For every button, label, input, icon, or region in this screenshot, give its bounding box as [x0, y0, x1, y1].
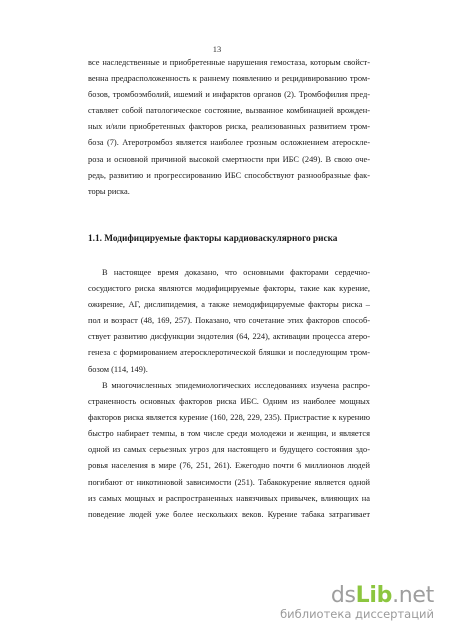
page-number: 13 [212, 44, 222, 54]
text-line: факторов риска является курение (160, 228, 229, 235). Пристрастие к курению [88, 413, 370, 423]
text-line: бозом (114, 149). [88, 364, 148, 374]
logo-dot-text: . [392, 583, 399, 608]
logo-lib-text: Lib [355, 583, 393, 608]
paragraph-smoking [88, 378, 370, 523]
text-line: ровья населения в мире (76, 251, 261). Ежегодно почти 6 миллионов людей [88, 461, 370, 471]
text-line: редь, развитию и прогрессированию ИБС способствуют разнообразные фак- [88, 170, 370, 180]
text-line: торы риска. [88, 186, 130, 196]
dslib-logo [278, 584, 434, 608]
paragraph-prevalence-factors [88, 265, 370, 378]
text-line: генеза с формированием атеросклеротической бляшки и последующим тром- [88, 348, 370, 358]
dslib-watermark [278, 584, 434, 621]
text-line: ствует развитию дисфункции эндотелия (64, 224), активации процесса атеро- [88, 332, 370, 342]
text-line: ных и/или приобретенных факторов риска, реализованных развитием тром- [88, 122, 370, 132]
text-line: пол и возраст (48, 169, 257). Показано, что сочетание этих факторов способ- [88, 316, 370, 326]
text-line: одной из самых серьезных угроз для настоящего и будущего состояния здо- [88, 445, 370, 455]
text-line: страненность основных факторов риска ИБС. Одним из наиболее мощных [88, 397, 370, 407]
logo-ds-text: ds [330, 583, 356, 608]
text-line: сосудистого риска являются модифицируемые факторы, такие как курение, [88, 284, 370, 294]
text-line: бозов, тромбоэмболий, ишемий и инфарктов органов (2). Тромбофилия пред- [88, 90, 370, 100]
text-line: ставляет собой патологическое состояние, вызванное комбинацией врожден- [88, 106, 370, 116]
text-line: роза и основной причиной высокой смертности при ИБС (249). В свою оче- [88, 154, 370, 164]
intro-paragraph [88, 55, 370, 200]
text-line: поведение людей уже более нескольких веков. Курение табака затрагивает [88, 509, 370, 519]
text-line: из самых мощных и распространенных навязчивых привычек, влияющих на [88, 493, 370, 503]
text-line: венна предрасположенность к раннему появлению и рецидивированию тром- [88, 74, 370, 84]
text-line: погибают от никотиновой зависимости (251). Табакокурение является одной [88, 477, 370, 487]
logo-net-text: net [398, 583, 434, 608]
text-line: боза (7). Атеротромбоз является наиболее грозным осложнением атероскле- [88, 138, 370, 148]
text-line: В настоящее время доказано, что основными факторами сердечно- [102, 268, 370, 277]
section-heading: 1.1. Модифицируемые факторы кардиоваскулярного риска [88, 234, 338, 244]
text-line: ожирение, АГ, дислипидемия, а также немодифицируемые факторы риска – [88, 300, 370, 310]
text-line: быстро набирает темпы, в том числе среди молодежи и женщин, и является [88, 429, 370, 439]
text-line: В многочисленных эпидемиологических исследованиях изучена распро- [102, 381, 370, 390]
watermark-caption: библиотека диссертаций [280, 607, 434, 621]
text-line: все наследственные и приобретенные нарушения гемостаза, которым свойст- [88, 58, 370, 67]
